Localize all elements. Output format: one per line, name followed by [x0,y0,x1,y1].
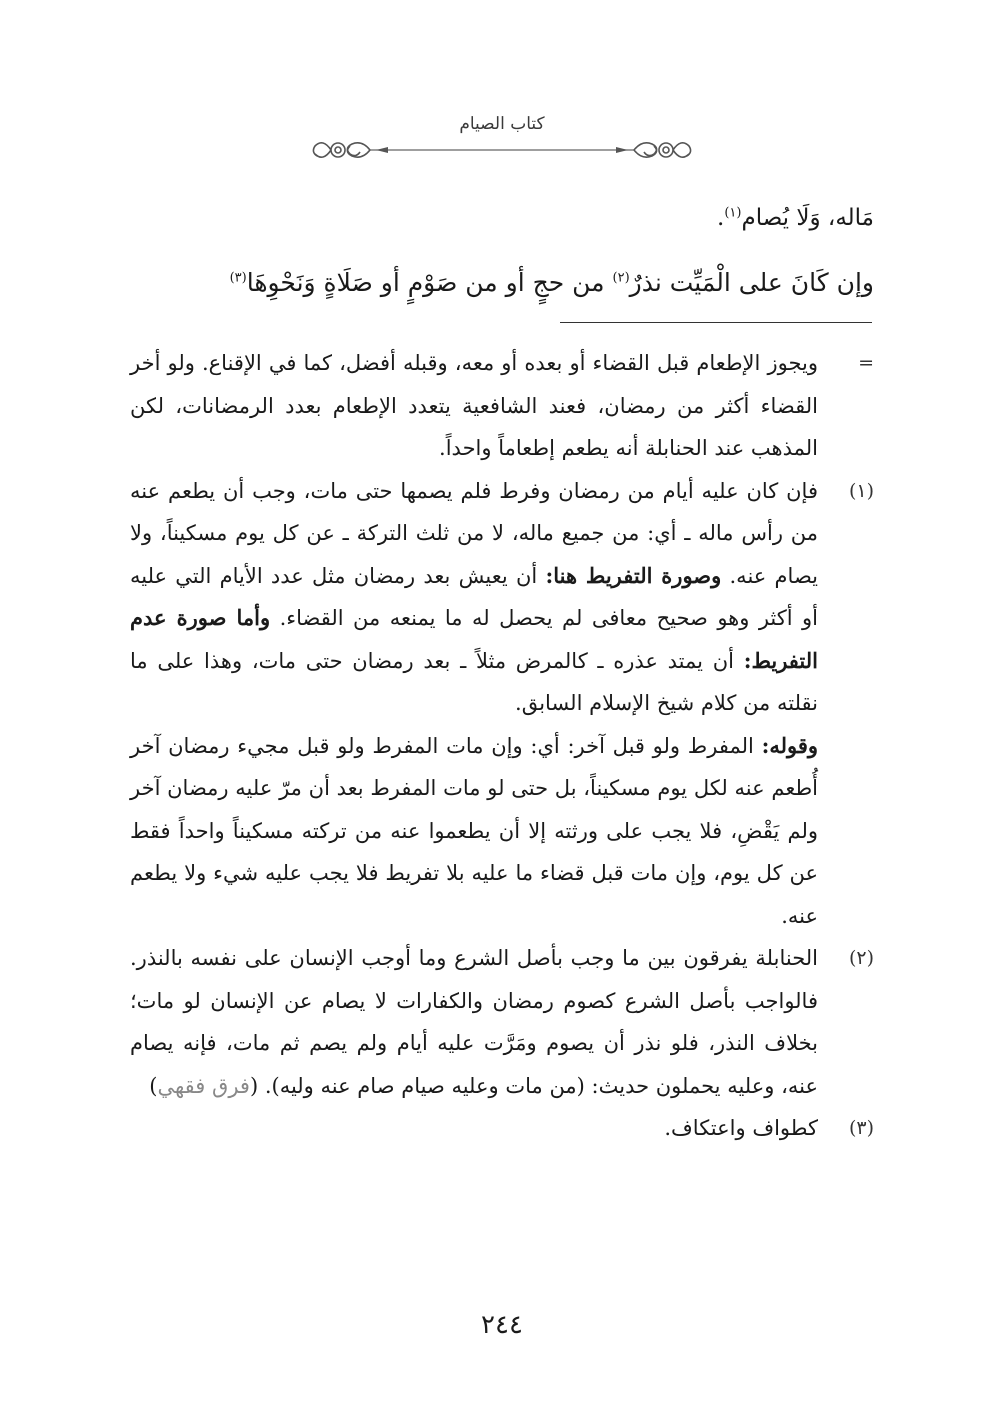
footnote-separator [560,322,872,323]
header-title: كتاب الصيام [459,114,545,134]
footnote-2-marker: (٢) [848,947,874,969]
footnote-1-bold-2: وأما صورة عدم التفريط: [130,605,818,673]
footnote-1-paragraph-1 [130,470,818,725]
footnote-1-text-e: المفرط ولو قبل آخر: أي: وإن مات المفرط ولو قبل مجيء رمضان آخر أُطعم عنه لكل يوم مسكيناً، بل حتى لو مات المفرط بعد أن مرّ عليه رمضان آخر ولم يَقْضِ، فلا يجب على ورثته إلا أن يطعموا عنه من تركته مسكيناً واحداً فقط عن كل يوم، وإن مات قبل قضاء ما عليه بلا تفريط فلا يجب عليه شيء ولا يطعم عنه. [130,733,818,928]
footnote-1-marker: (١) [848,479,874,502]
footnote-3-text: كطواف واعتكاف. [664,1116,818,1140]
page-number: ٢٤٤ [481,1310,523,1340]
footnote-1-paragraph-2 [130,725,818,938]
footnote-3-marker: (٣) [848,1117,874,1139]
main-line2-part-a: وإن كَانَ على الْمَيِّت نذرٌ [629,268,874,297]
main-line1-text: مَاله، وَلَا يُصام [741,205,874,231]
footnote-continued-text: ويجوز الإطعام قبل القضاء أو بعده أو معه، وقبله أفضل، كما في الإقناع. ولو أخر القضاء أكثر من رمضان، فعند الشافعية يتعدد الإطعام بعدد الرمضانات، لكن المذهب عند الحنابلة أنه يطعم إطعاماً واحداً. [130,351,818,460]
footnote-2 [130,937,874,1107]
footnote-1-text-c: أن يعيش بعد رمضان مثل عدد الأيام التي عليه أو أكثر وهو صحيح معافى لم يحصل له ما يمنعه من القضاء. [130,563,818,630]
main-text-line-1 [130,198,874,238]
main-line1-end: . [717,205,725,231]
footnote-2-end: ) [149,1073,158,1098]
footnote-continued [130,342,874,470]
footnote-3 [130,1107,874,1150]
footnote-1 [130,470,874,938]
main-line2-part-b: من حجٍ أو من صَوْمٍ أو صَلَاةٍ وَنَحْوِهَا [246,268,613,297]
footnote-2-text [130,937,818,1107]
footnote-ref-3: (٣) [229,270,247,286]
header-ornament-icon [310,130,694,170]
footnote-ref-1: (١) [724,205,742,221]
footnote-ref-2: (٢) [612,270,630,286]
footnotes [130,342,874,1150]
footnote-1-bold-1: وصورة التفريط هنا: [545,562,722,588]
footnote-1-text-a: فإن كان عليه أيام من رمضان وفرط فلم يصمها حتى مات، وجب أن يطعم عنه من رأس ماله ـ أي: من جميع ماله، لا من ثلث التركة ـ عن كل يوم مسكيناً، ولا يصام عنه. [130,478,818,588]
footnote-2-label: فرق فقهي [157,1073,250,1098]
footnote-continued-marker: = [858,352,874,374]
main-text-line-2 [130,260,874,306]
footnote-1-bold-3: وقوله: [761,732,818,758]
footnote-1-text-d: أن يمتد عذره ـ كالمرض مثلاً ـ بعد رمضان حتى مات، وهذا على ما نقلته من كلام شيخ الإسلام السابق. [130,648,818,715]
footnote-2-body: الحنابلة يفرقون بين ما وجب بأصل الشرع وما أوجب الإنسان على نفسه بالنذر. فالواجب بأصل الشرع كصوم رمضان والكفارات لا يصام عن الإنسان لو مات؛ بخلاف النذر، فلو نذر أن يصوم ومَرَّت عليه أيام ولم يصم ثم مات، فإنه يصام عنه، وعليه يحملون حديث: (من مات وعليه صيام صام عنه وليه). ( [130,946,818,1098]
